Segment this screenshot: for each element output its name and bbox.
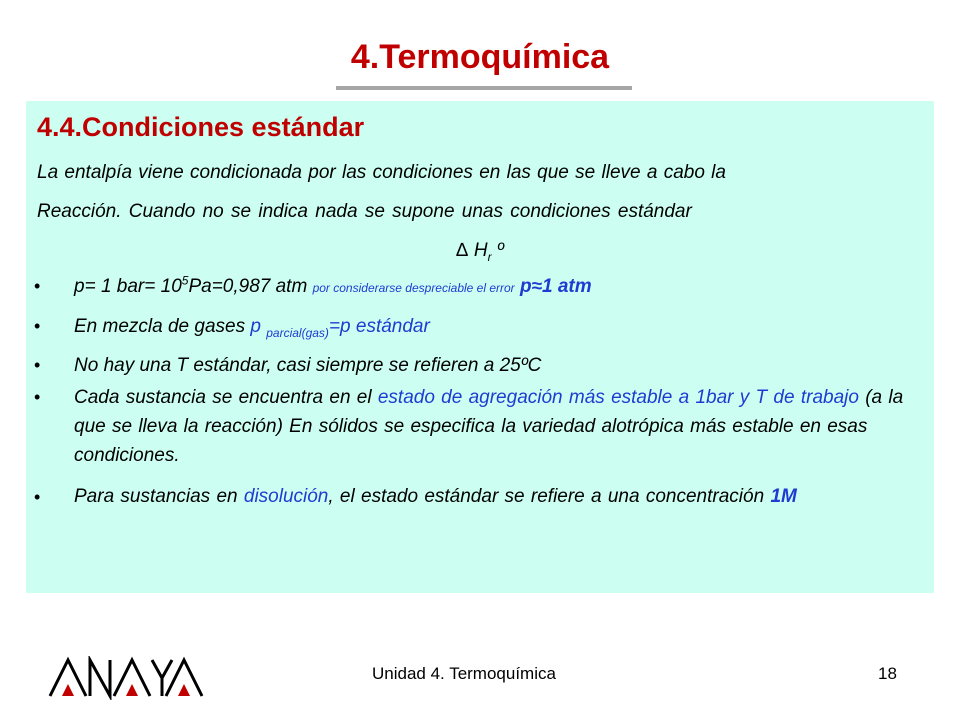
enthalpy-formula [0,240,960,262]
delta-symbol: ∆ [456,240,468,261]
pressure-approx: p≈1 atm [519,276,592,297]
gas-mixture-text: En mezcla de gases [74,316,251,337]
aggregation-text-2: (a la que se lleva la reacción) En sólidos se especifica la variedad alotrópica más estable en esas condiciones. [74,387,904,466]
bullet-marker: • [34,487,41,507]
intro-line-1: La entalpía viene condicionada por las condiciones en las que se lleve a cabo la [37,162,726,183]
anaya-logo [48,656,204,700]
bullet-marker: • [34,355,41,375]
bullet-gas-mixture [74,316,430,338]
partial-p-subscript: parcial(gas) [266,325,329,340]
bullet-marker: • [34,276,41,296]
bullet-marker: • [34,387,41,407]
pressure-text-2: Pa=0,987 atm [188,276,313,297]
bullet-temperature: No hay una T estándar, casi siempre se refieren a 25ºC [74,355,542,376]
aggregation-highlight: estado de agregación más estable a 1bar y T de trabajo [377,387,859,408]
pressure-exponent: 5 [181,273,189,288]
footer-unit-label: Unidad 4. Termoquímica [372,664,556,683]
formula-h: H [473,240,488,261]
concentration-value: 1M [770,486,797,507]
title-underline [336,86,632,90]
bullet-marker: • [34,316,41,336]
bullet-dissolution [74,482,834,511]
partial-p-symbol: p [250,316,261,337]
bullet-aggregation-state [74,383,919,470]
section-heading: 4.4.Condiciones estándar [37,112,365,142]
dissolution-text-1: Para sustancias en [74,486,244,507]
dissolution-highlight: disolución [243,486,329,507]
pressure-note: por considerarse despreciable el error [312,281,515,295]
pressure-text: p= 1 bar= 10 [74,276,182,297]
formula-degree: º [491,240,504,261]
aggregation-text-1: Cada sustancia se encuentra en el [74,387,378,408]
partial-p-equals: =p estándar [328,316,430,337]
slide-title: 4.Termoquímica [350,38,610,76]
page-number: 18 [878,664,897,683]
bullet-pressure [74,273,592,298]
dissolution-text-2: , el estado estándar se refiere a una concentración [328,486,771,507]
intro-line-2: Reacción. Cuando no se indica nada se supone unas condiciones estándar [37,201,692,222]
formula-subscript: r [487,249,492,264]
partial-p [250,316,430,340]
